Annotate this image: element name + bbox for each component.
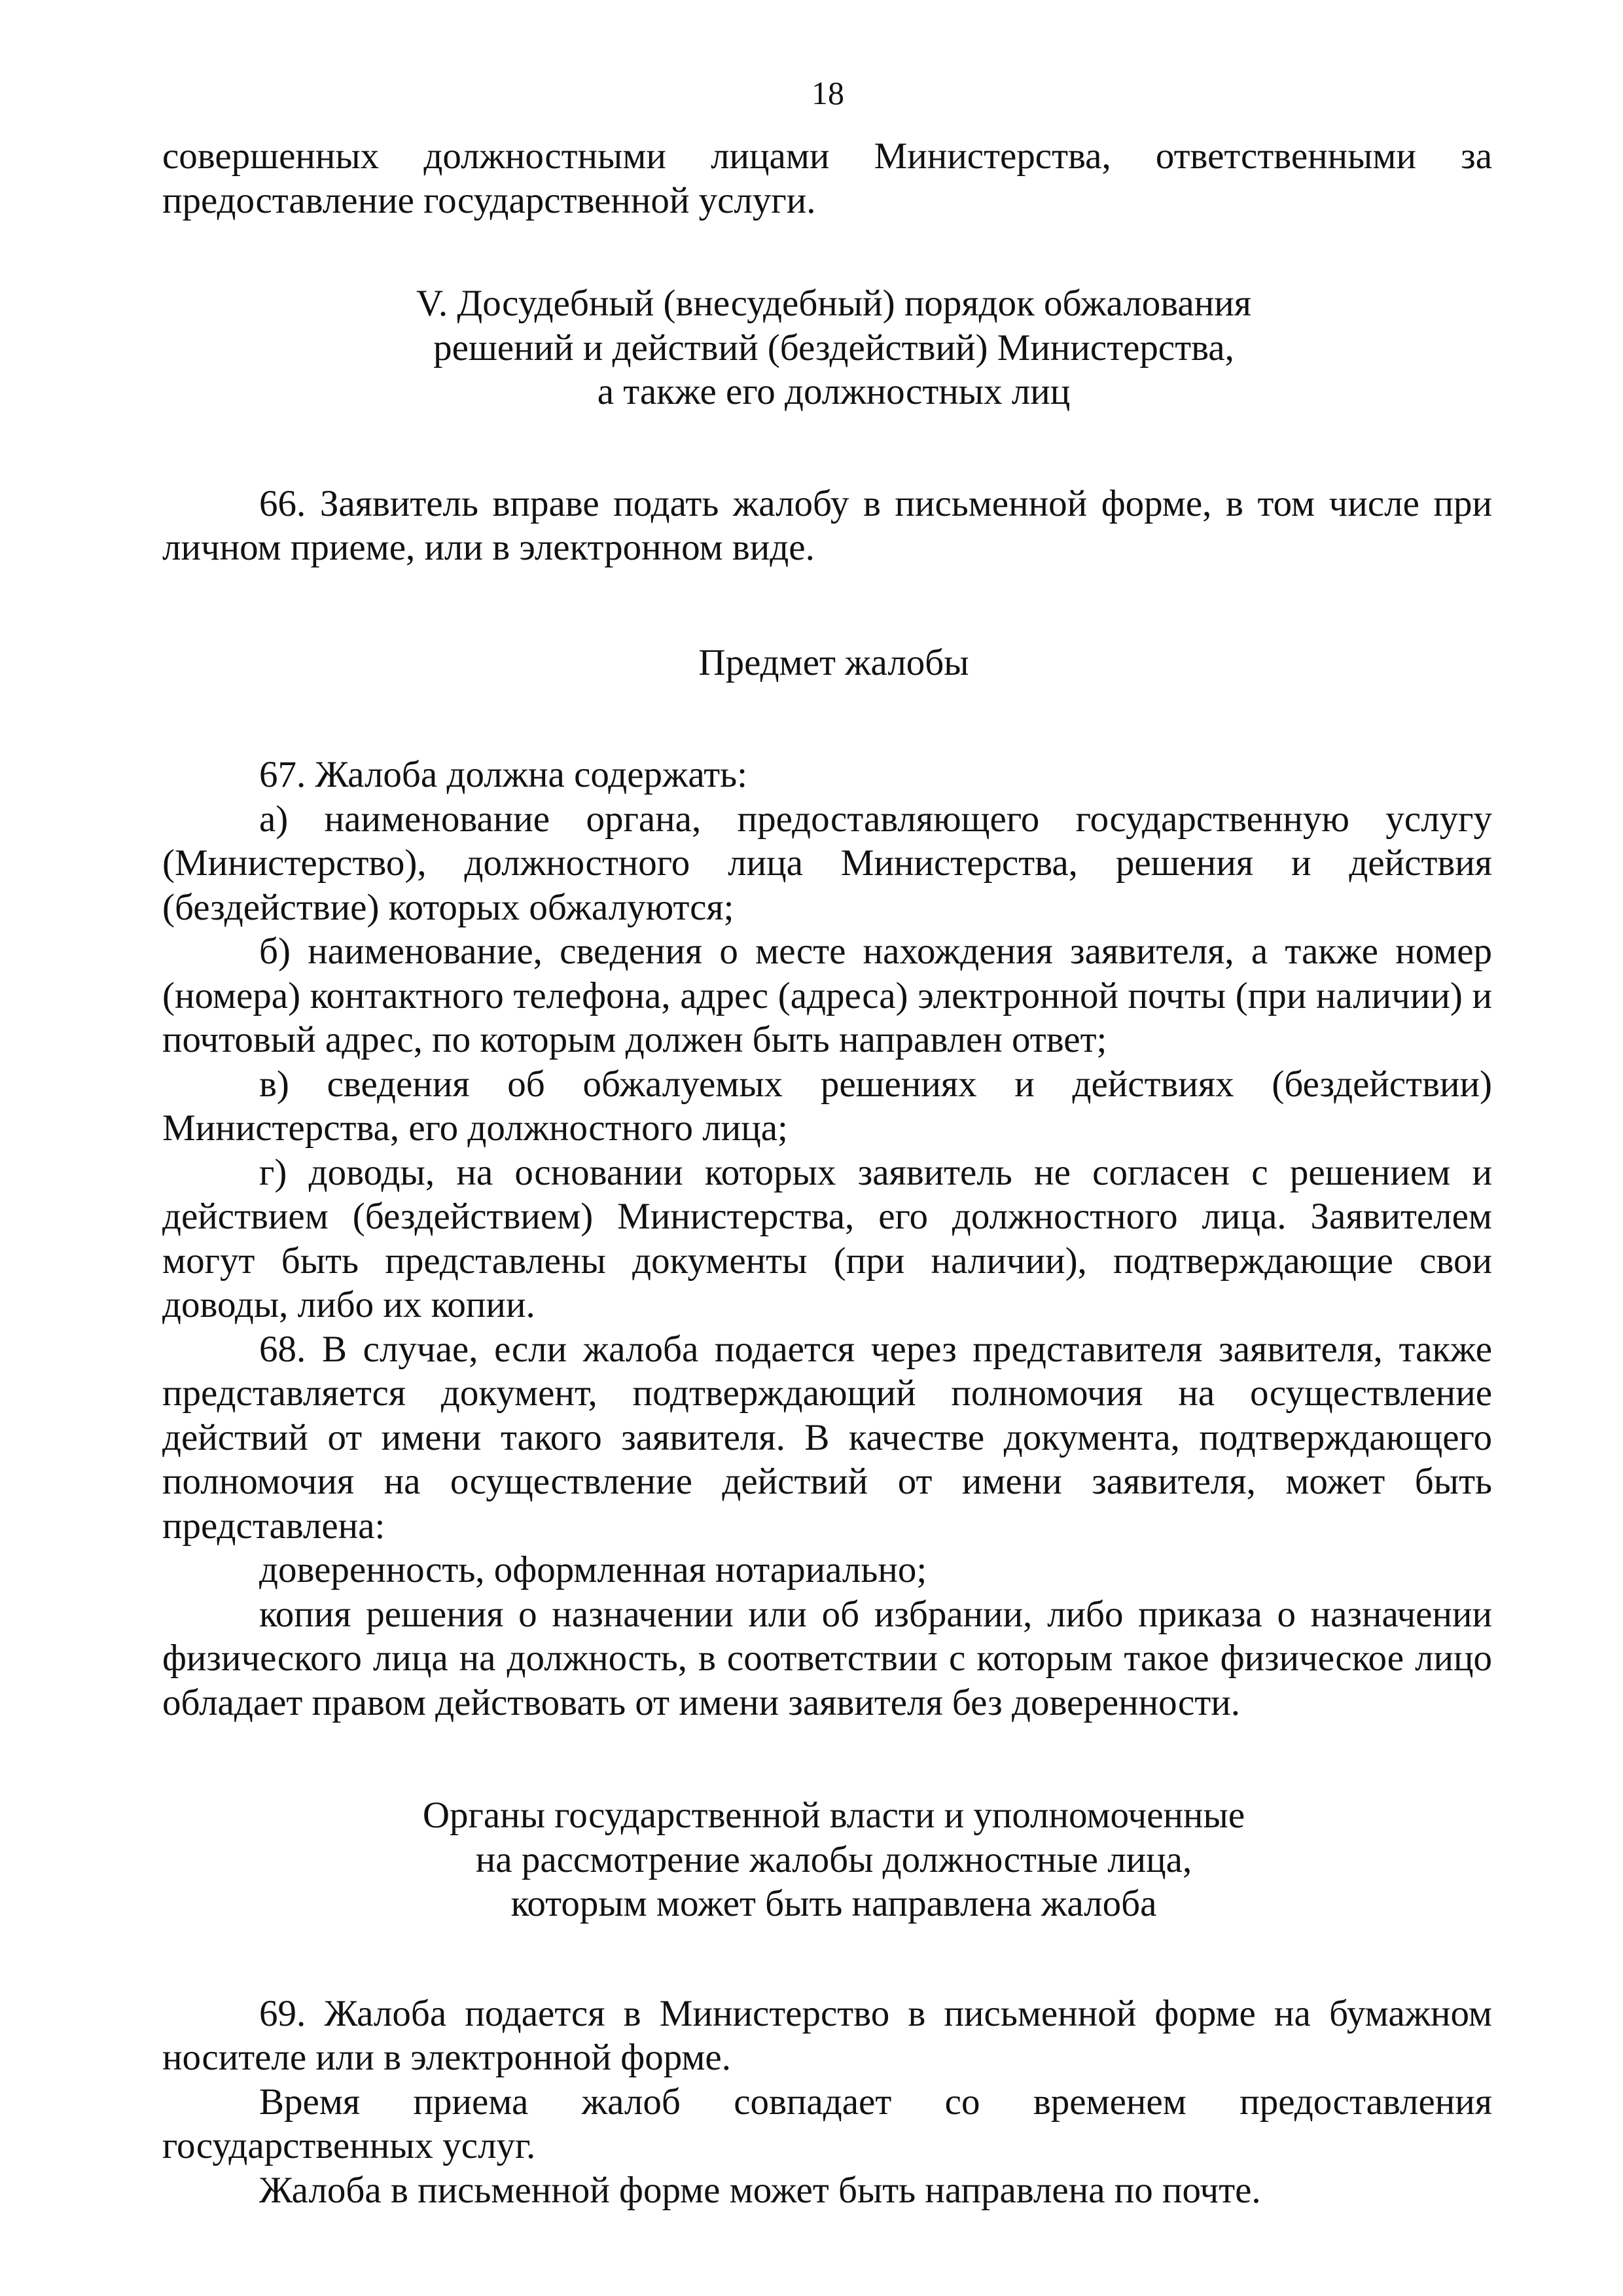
paragraph-66: 66. Заявитель вправе подать жалобу в письменной форме, в том числе при личном приеме, или в электронном виде. [162, 482, 1492, 568]
section-v-heading [162, 281, 1492, 414]
paragraph-69-reception-time: Время приема жалоб совпадает со временем предоставления государственных услуг. [162, 2081, 1492, 2166]
organs-heading-line-2: на рассмотрение жалобы должностные лица, [475, 1839, 1192, 1880]
paragraph-67-intro: 67. Жалоба должна содержать: [259, 754, 747, 795]
subject-heading: Предмет жалобы [698, 641, 969, 683]
continuation-paragraph: совершенных должностными лицами Министерства, ответственными за предоставление государственной услуги. [162, 135, 1492, 221]
paragraph-67-item-v: в) сведения об обжалуемых решениях и действиях (бездействии) Министерства, его должностного лица; [162, 1063, 1492, 1149]
section-v-heading-line-2: решений и действий (бездействий) Министерства, [433, 327, 1234, 368]
paragraph-67-item-b: б) наименование, сведения о месте нахождения заявителя, а также номер (номера) контактного телефона, адрес (адреса) электронной почты (при наличии) и почтовый адрес, по которым должен быть направлен ответ; [162, 931, 1492, 1060]
section-v-heading-line-3: а также его должностных лиц [597, 371, 1071, 412]
paragraph-69: 69. Жалоба подается в Министерство в письменной форме на бумажном носителе или в электронной форме. [162, 1992, 1492, 2078]
section-v-heading-line-1: V. Досудебный (внесудебный) порядок обжалования [416, 283, 1251, 324]
organs-heading [162, 1793, 1492, 1926]
paragraph-68: 68. В случае, если жалоба подается через представителя заявителя, также представляется документ, подтверждающий полномочия на осуществление действий от имени такого заявителя. В качестве документа, подтверждающего полномочия на осуществление действий от имени заявителя, может быть представлена: [162, 1328, 1492, 1547]
paragraph-68-item-power-of-attorney: доверенность, оформленная нотариально; [259, 1549, 927, 1590]
paragraph-68-item-appointment-copy: копия решения о назначении или об избрании, либо приказа о назначении физического лица на должность, в соответствии с которым такое физическое лицо обладает правом действовать от имени заявителя без доверенности. [162, 1593, 1492, 1723]
document-body [162, 134, 1492, 2212]
paragraph-69-by-mail: Жалоба в письменной форме может быть направлена по почте. [259, 2169, 1261, 2211]
page-number: 18 [812, 75, 844, 111]
organs-heading-line-1: Органы государственной власти и уполномоченные [422, 1795, 1245, 1836]
paragraph-67-item-g: г) доводы, на основании которых заявитель не согласен с решением и действием (бездействием) Министерства, его должностного лица. Заявителем могут быть представлены документы (при наличии), подтверждающие свои доводы, либо их копии. [162, 1151, 1492, 1325]
paragraph-67-item-a: а) наименование органа, предоставляющего государственную услугу (Министерство), должностного лица Министерства, решения и действия (бездействие) которых обжалуются; [162, 798, 1492, 928]
organs-heading-line-3: которым может быть направлена жалоба [510, 1883, 1157, 1924]
